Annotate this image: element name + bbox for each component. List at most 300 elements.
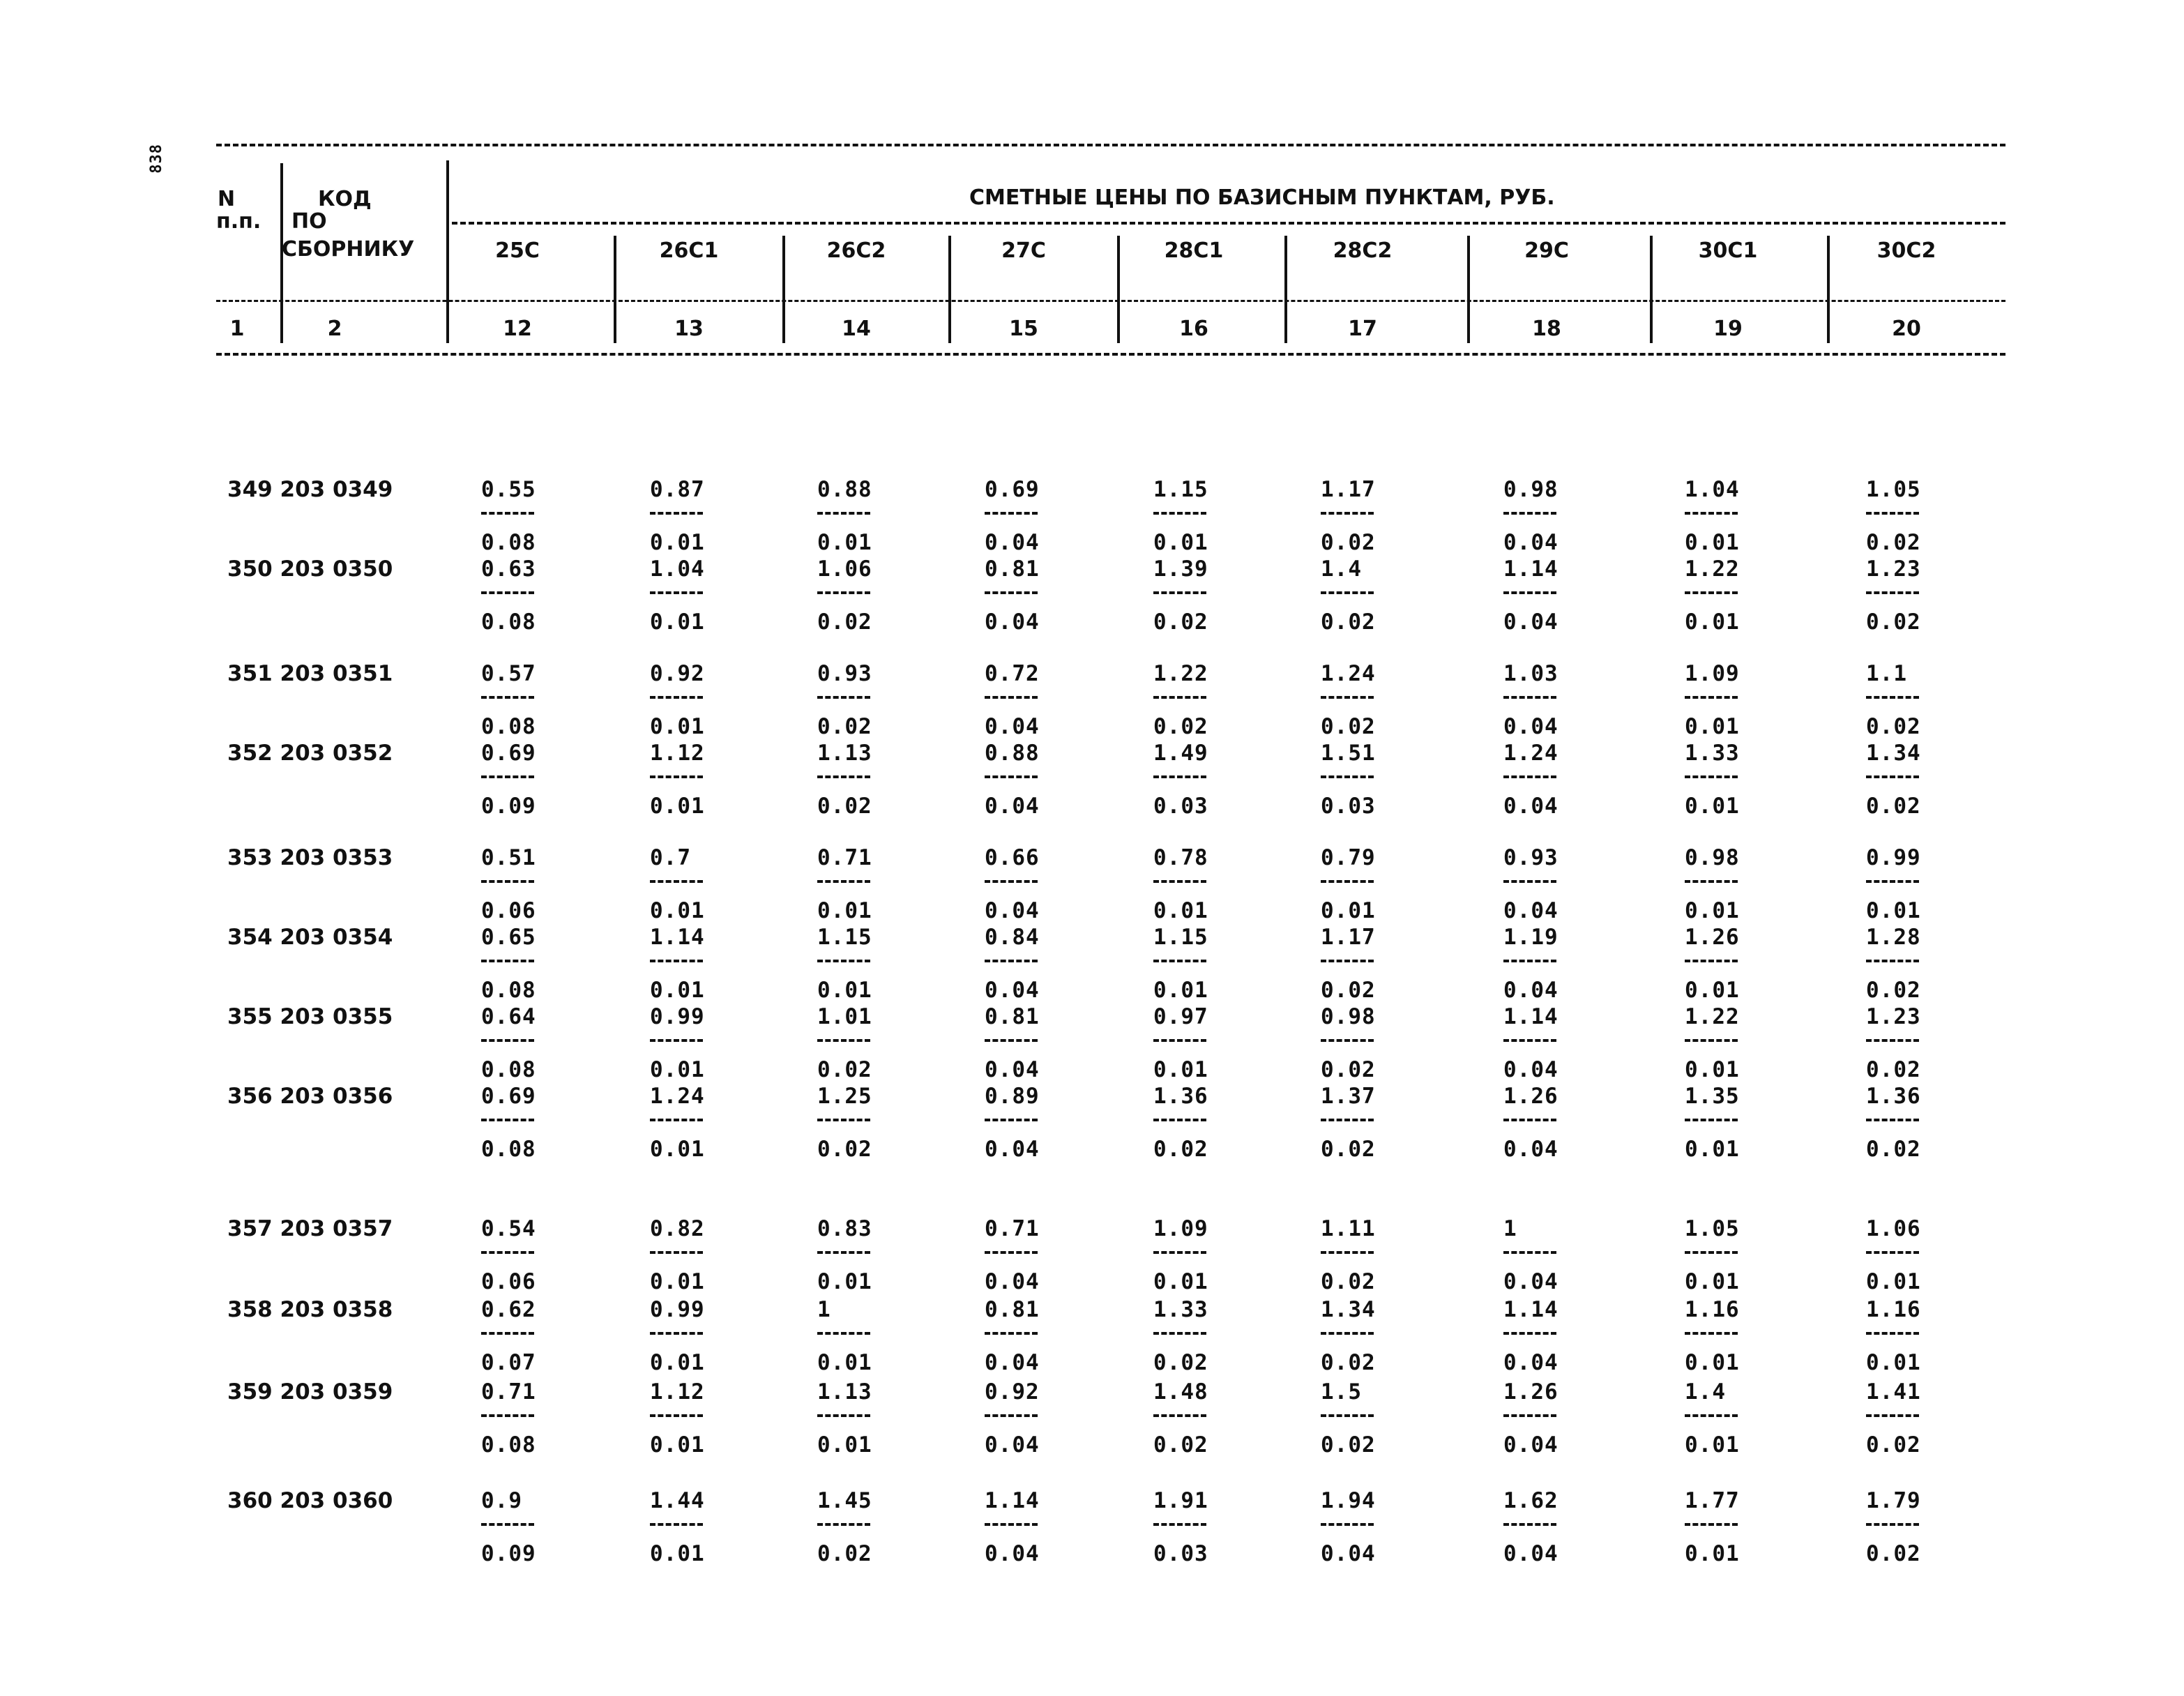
transport-value: 0.01 [1685, 978, 1740, 1003]
price-value: 1.06 [1866, 1216, 1921, 1241]
fraction-bar [1153, 512, 1206, 515]
fraction-bar [1321, 1414, 1374, 1417]
fraction-bar [1321, 1039, 1374, 1042]
transport-value: 0.02 [1321, 1269, 1376, 1294]
fraction-bar [1321, 512, 1374, 515]
transport-value: 0.01 [650, 530, 705, 555]
price-value: 0.88 [985, 741, 1040, 766]
transport-value: 0.04 [1503, 1137, 1559, 1162]
transport-value: 0.01 [1866, 1269, 1921, 1294]
header-num-1: 1 [229, 317, 245, 341]
price-value: 1.14 [985, 1488, 1040, 1513]
fraction-bar [481, 1251, 534, 1254]
transport-value: 0.01 [650, 794, 705, 819]
column-code: 28С2 [1333, 238, 1393, 263]
fraction-bar [650, 880, 703, 883]
transport-value: 0.04 [1503, 898, 1559, 923]
price-value: 1.62 [1503, 1488, 1559, 1513]
transport-value: 0.03 [1153, 794, 1208, 819]
price-value: 0.99 [1866, 845, 1921, 870]
price-value: 0.81 [985, 1297, 1040, 1322]
price-value: 1.33 [1153, 1297, 1208, 1322]
price-value: 1.35 [1685, 1084, 1740, 1109]
fraction-bar [1321, 880, 1374, 883]
transport-value: 0.08 [481, 530, 536, 555]
fraction-bar [817, 512, 870, 515]
column-separator [1284, 236, 1287, 343]
column-code: 27С [1001, 238, 1046, 263]
fraction-bar [650, 591, 703, 594]
fraction-bar [985, 1119, 1038, 1121]
transport-value: 0.04 [1503, 1541, 1559, 1566]
price-value: 1.14 [1503, 1004, 1559, 1029]
transport-value: 0.02 [1866, 530, 1921, 555]
transport-value: 0.04 [1321, 1541, 1376, 1566]
rule-under-title [452, 222, 2005, 225]
transport-value: 0.09 [481, 794, 536, 819]
transport-value: 0.08 [481, 1057, 536, 1082]
fraction-bar [985, 1332, 1038, 1335]
transport-value: 0.01 [817, 1432, 872, 1458]
transport-value: 0.01 [650, 1137, 705, 1162]
fraction-bar [1503, 1414, 1556, 1417]
fraction-bar [1866, 1039, 1919, 1042]
fraction-bar [650, 960, 703, 962]
transport-value: 0.02 [1153, 1350, 1208, 1375]
transport-value: 0.01 [650, 714, 705, 739]
fraction-bar [650, 1039, 703, 1042]
fraction-bar [481, 1332, 534, 1335]
price-value: 0.88 [817, 477, 872, 502]
transport-value: 0.01 [1685, 530, 1740, 555]
transport-value: 0.04 [985, 1269, 1040, 1294]
transport-value: 0.01 [1685, 1350, 1740, 1375]
transport-value: 0.02 [1153, 1137, 1208, 1162]
transport-value: 0.04 [1503, 1057, 1559, 1082]
transport-value: 0.02 [1321, 1057, 1376, 1082]
fraction-bar [1866, 1251, 1919, 1254]
column-number: 20 [1892, 317, 1921, 341]
price-value: 1.03 [1503, 661, 1559, 686]
transport-value: 0.02 [1866, 610, 1921, 635]
transport-value: 0.01 [1321, 898, 1376, 923]
transport-value: 0.03 [1321, 794, 1376, 819]
price-value: 1.49 [1153, 741, 1208, 766]
transport-value: 0.01 [650, 1541, 705, 1566]
fraction-bar [817, 775, 870, 778]
fraction-bar [1866, 1414, 1919, 1417]
fraction-bar [1153, 1414, 1206, 1417]
header-no-line2: п.п. [216, 209, 261, 234]
fraction-bar [650, 775, 703, 778]
column-number: 14 [842, 317, 871, 341]
price-value: 0.51 [481, 845, 536, 870]
transport-value: 0.04 [985, 530, 1040, 555]
fraction-bar [1503, 591, 1556, 594]
transport-value: 0.02 [1321, 1350, 1376, 1375]
column-separator [1117, 236, 1120, 343]
column-code: 29С [1524, 238, 1569, 263]
price-value: 1.36 [1866, 1084, 1921, 1109]
fraction-bar [985, 1251, 1038, 1254]
column-separator [1827, 236, 1830, 343]
price-value: 1.09 [1153, 1216, 1208, 1241]
fraction-bar [1153, 775, 1206, 778]
header-code-line2: ПО [291, 209, 327, 234]
transport-value: 0.01 [650, 978, 705, 1003]
header-no-line1: N [218, 187, 236, 211]
fraction-bar [1685, 960, 1738, 962]
transport-value: 0.08 [481, 1137, 536, 1162]
fraction-bar [481, 696, 534, 699]
price-value: 1.22 [1685, 556, 1740, 582]
price-value: 1.4 [1321, 556, 1362, 582]
fraction-bar [985, 1039, 1038, 1042]
fraction-bar [481, 775, 534, 778]
transport-value: 0.01 [1685, 714, 1740, 739]
row-code: 360 203 0360 [227, 1488, 393, 1513]
fraction-bar [1685, 1251, 1738, 1254]
fraction-bar [985, 696, 1038, 699]
fraction-bar [1153, 696, 1206, 699]
price-value: 1.77 [1685, 1488, 1740, 1513]
column-separator [1467, 236, 1470, 343]
transport-value: 0.01 [650, 1350, 705, 1375]
price-value: 0.69 [985, 477, 1040, 502]
price-value: 1.05 [1685, 1216, 1740, 1241]
fraction-bar [481, 1523, 534, 1526]
transport-value: 0.02 [1866, 1057, 1921, 1082]
price-value: 1.39 [1153, 556, 1208, 582]
transport-value: 0.01 [1153, 1269, 1208, 1294]
price-value: 0.62 [481, 1297, 536, 1322]
transport-value: 0.01 [1153, 530, 1208, 555]
price-value: 0.79 [1321, 845, 1376, 870]
fraction-bar [650, 1251, 703, 1254]
fraction-bar [1153, 1039, 1206, 1042]
transport-value: 0.02 [1866, 1541, 1921, 1566]
transport-value: 0.04 [985, 898, 1040, 923]
transport-value: 0.09 [481, 1541, 536, 1566]
fraction-bar [985, 512, 1038, 515]
transport-value: 0.02 [1153, 1432, 1208, 1458]
transport-value: 0.04 [1503, 530, 1559, 555]
fraction-bar [1153, 880, 1206, 883]
fraction-bar [817, 960, 870, 962]
price-value: 1.4 [1685, 1379, 1726, 1404]
fraction-bar [650, 1414, 703, 1417]
price-value: 0.84 [985, 925, 1040, 950]
row-code: 357 203 0357 [227, 1216, 393, 1241]
header-group-title: СМЕТНЫЕ ЦЕНЫ ПО БАЗИСНЫМ ПУНКТАМ, РУБ. [969, 186, 1555, 210]
price-value: 0.92 [985, 1379, 1040, 1404]
transport-value: 0.01 [1685, 1541, 1740, 1566]
price-value: 1.1 [1866, 661, 1907, 686]
column-number: 12 [503, 317, 532, 341]
row-code: 352 203 0352 [227, 741, 393, 766]
transport-value: 0.07 [481, 1350, 536, 1375]
price-value: 0.65 [481, 925, 536, 950]
transport-value: 0.01 [650, 610, 705, 635]
transport-value: 0.08 [481, 714, 536, 739]
price-value: 0.9 [481, 1488, 522, 1513]
price-value: 1.36 [1153, 1084, 1208, 1109]
transport-value: 0.04 [1503, 714, 1559, 739]
price-value: 1.05 [1866, 477, 1921, 502]
price-value: 1.33 [1685, 741, 1740, 766]
fraction-bar [817, 1523, 870, 1526]
row-code: 355 203 0355 [227, 1004, 393, 1029]
price-value: 1.94 [1321, 1488, 1376, 1513]
header-num-2: 2 [327, 317, 342, 341]
price-value: 1.13 [817, 1379, 872, 1404]
fraction-bar [650, 512, 703, 515]
fraction-bar [1866, 696, 1919, 699]
transport-value: 0.02 [1153, 714, 1208, 739]
price-value: 1.14 [1503, 1297, 1559, 1322]
fraction-bar [1685, 1414, 1738, 1417]
fraction-bar [1503, 1523, 1556, 1526]
fraction-bar [481, 591, 534, 594]
fraction-bar [481, 960, 534, 962]
price-value: 1.34 [1866, 741, 1921, 766]
price-value: 0.83 [817, 1216, 872, 1241]
transport-value: 0.04 [985, 1541, 1040, 1566]
fraction-bar [1321, 696, 1374, 699]
price-value: 1.26 [1685, 925, 1740, 950]
price-value: 0.98 [1685, 845, 1740, 870]
row-code: 350 203 0350 [227, 556, 393, 582]
price-value: 0.89 [985, 1084, 1040, 1109]
fraction-bar [1866, 591, 1919, 594]
transport-value: 0.02 [1866, 794, 1921, 819]
fraction-bar [985, 775, 1038, 778]
transport-value: 0.02 [1321, 1137, 1376, 1162]
price-value: 1.23 [1866, 556, 1921, 582]
price-value: 1.15 [817, 925, 872, 950]
fraction-bar [1503, 1039, 1556, 1042]
fraction-bar [481, 512, 534, 515]
transport-value: 0.08 [481, 978, 536, 1003]
transport-value: 0.02 [1321, 610, 1376, 635]
price-value: 1.14 [1503, 556, 1559, 582]
transport-value: 0.02 [817, 1137, 872, 1162]
price-value: 1.25 [817, 1084, 872, 1109]
column-number: 17 [1348, 317, 1377, 341]
column-code: 25С [495, 238, 540, 263]
fraction-bar [481, 1039, 534, 1042]
fraction-bar [1321, 1523, 1374, 1526]
transport-value: 0.02 [817, 1541, 872, 1566]
column-code: 30С1 [1698, 238, 1758, 263]
separator-code-prices [446, 160, 449, 343]
transport-value: 0.03 [1153, 1541, 1208, 1566]
price-value: 0.69 [481, 741, 536, 766]
price-value: 1.12 [650, 1379, 705, 1404]
transport-value: 0.01 [817, 1350, 872, 1375]
row-code: 359 203 0359 [227, 1379, 393, 1404]
price-value: 1 [817, 1297, 831, 1322]
price-value: 0.71 [985, 1216, 1040, 1241]
fraction-bar [1503, 880, 1556, 883]
fraction-bar [1321, 960, 1374, 962]
transport-value: 0.04 [1503, 794, 1559, 819]
fraction-bar [1685, 1119, 1738, 1121]
transport-value: 0.04 [985, 1350, 1040, 1375]
transport-value: 0.01 [1685, 1269, 1740, 1294]
price-value: 1.24 [1503, 741, 1559, 766]
row-code: 351 203 0351 [227, 661, 393, 686]
price-value: 0.63 [481, 556, 536, 582]
fraction-bar [1321, 1251, 1374, 1254]
fraction-bar [1685, 1039, 1738, 1042]
price-value: 1.17 [1321, 477, 1376, 502]
fraction-bar [1153, 1251, 1206, 1254]
price-value: 1.24 [1321, 661, 1376, 686]
price-value: 0.66 [985, 845, 1040, 870]
price-value: 0.93 [817, 661, 872, 686]
transport-value: 0.02 [817, 794, 872, 819]
price-value: 1.34 [1321, 1297, 1376, 1322]
price-value: 1.17 [1321, 925, 1376, 950]
price-value: 0.55 [481, 477, 536, 502]
fraction-bar [817, 591, 870, 594]
transport-value: 0.02 [817, 610, 872, 635]
fraction-bar [650, 1523, 703, 1526]
price-value: 1.16 [1866, 1297, 1921, 1322]
fraction-bar [1503, 1332, 1556, 1335]
column-number: 16 [1179, 317, 1208, 341]
price-value: 1.04 [1685, 477, 1740, 502]
fraction-bar [1321, 775, 1374, 778]
fraction-bar [1503, 775, 1556, 778]
price-value: 1.11 [1321, 1216, 1376, 1241]
price-value: 0.64 [481, 1004, 536, 1029]
column-separator [1650, 236, 1653, 343]
price-value: 1.22 [1153, 661, 1208, 686]
fraction-bar [1866, 512, 1919, 515]
price-value: 0.99 [650, 1004, 705, 1029]
transport-value: 0.01 [1685, 610, 1740, 635]
price-value: 1.48 [1153, 1379, 1208, 1404]
transport-value: 0.01 [650, 1057, 705, 1082]
page-number: 838 [148, 144, 165, 174]
fraction-bar [985, 960, 1038, 962]
fraction-bar [1153, 1523, 1206, 1526]
header-code-line3: СБОРНИКУ [282, 237, 415, 262]
price-value: 0.69 [481, 1084, 536, 1109]
price-value: 1.45 [817, 1488, 872, 1513]
column-code: 30С2 [1876, 238, 1936, 263]
transport-value: 0.01 [1153, 978, 1208, 1003]
transport-value: 0.06 [481, 1269, 536, 1294]
fraction-bar [1503, 1251, 1556, 1254]
fraction-bar [1503, 512, 1556, 515]
transport-value: 0.04 [985, 794, 1040, 819]
transport-value: 0.04 [985, 1432, 1040, 1458]
fraction-bar [817, 880, 870, 883]
transport-value: 0.04 [1503, 1432, 1559, 1458]
fraction-bar [1866, 880, 1919, 883]
fraction-bar [650, 1332, 703, 1335]
price-value: 1.23 [1866, 1004, 1921, 1029]
price-value: 1.04 [650, 556, 705, 582]
transport-value: 0.04 [1503, 978, 1559, 1003]
transport-value: 0.01 [1153, 1057, 1208, 1082]
price-value: 0.78 [1153, 845, 1208, 870]
fraction-bar [985, 880, 1038, 883]
transport-value: 0.04 [985, 1057, 1040, 1082]
transport-value: 0.01 [817, 1269, 872, 1294]
fraction-bar [1153, 591, 1206, 594]
transport-value: 0.01 [1685, 898, 1740, 923]
price-value: 1.13 [817, 741, 872, 766]
fraction-bar [1321, 591, 1374, 594]
column-number: 18 [1532, 317, 1561, 341]
row-code: 354 203 0354 [227, 925, 393, 950]
transport-value: 0.08 [481, 1432, 536, 1458]
fraction-bar [650, 696, 703, 699]
price-value: 1.09 [1685, 661, 1740, 686]
price-value: 0.93 [1503, 845, 1559, 870]
price-value: 1.51 [1321, 741, 1376, 766]
price-value: 1.14 [650, 925, 705, 950]
transport-value: 0.02 [1321, 530, 1376, 555]
price-value: 1.22 [1685, 1004, 1740, 1029]
fraction-bar [650, 1119, 703, 1121]
fraction-bar [481, 1414, 534, 1417]
price-value: 0.57 [481, 661, 536, 686]
price-value: 0.81 [985, 556, 1040, 582]
column-number: 19 [1713, 317, 1743, 341]
price-value: 0.98 [1503, 477, 1559, 502]
transport-value: 0.04 [1503, 1350, 1559, 1375]
transport-value: 0.01 [1685, 794, 1740, 819]
price-value: 1.44 [650, 1488, 705, 1513]
row-code: 349 203 0349 [227, 477, 393, 502]
fraction-bar [1321, 1119, 1374, 1121]
price-value: 1.15 [1153, 477, 1208, 502]
rule-bottom-header [216, 353, 2005, 356]
price-value: 0.97 [1153, 1004, 1208, 1029]
transport-value: 0.02 [817, 714, 872, 739]
column-separator [782, 236, 785, 343]
price-value: 0.81 [985, 1004, 1040, 1029]
fraction-bar [1685, 880, 1738, 883]
rule-above-numbers [216, 300, 2005, 302]
fraction-bar [1153, 960, 1206, 962]
transport-value: 0.01 [817, 898, 872, 923]
transport-value: 0.01 [1866, 1350, 1921, 1375]
fraction-bar [985, 1523, 1038, 1526]
fraction-bar [1685, 1523, 1738, 1526]
price-value: 1.41 [1866, 1379, 1921, 1404]
fraction-bar [817, 696, 870, 699]
fraction-bar [985, 591, 1038, 594]
transport-value: 0.04 [985, 978, 1040, 1003]
price-value: 1.26 [1503, 1379, 1559, 1404]
fraction-bar [1866, 1332, 1919, 1335]
price-value: 0.87 [650, 477, 705, 502]
fraction-bar [481, 880, 534, 883]
fraction-bar [817, 1039, 870, 1042]
fraction-bar [1685, 1332, 1738, 1335]
column-number: 15 [1009, 317, 1038, 341]
price-value: 1.91 [1153, 1488, 1208, 1513]
price-value: 1 [1503, 1216, 1517, 1241]
fraction-bar [1503, 1119, 1556, 1121]
row-code: 358 203 0358 [227, 1297, 393, 1322]
